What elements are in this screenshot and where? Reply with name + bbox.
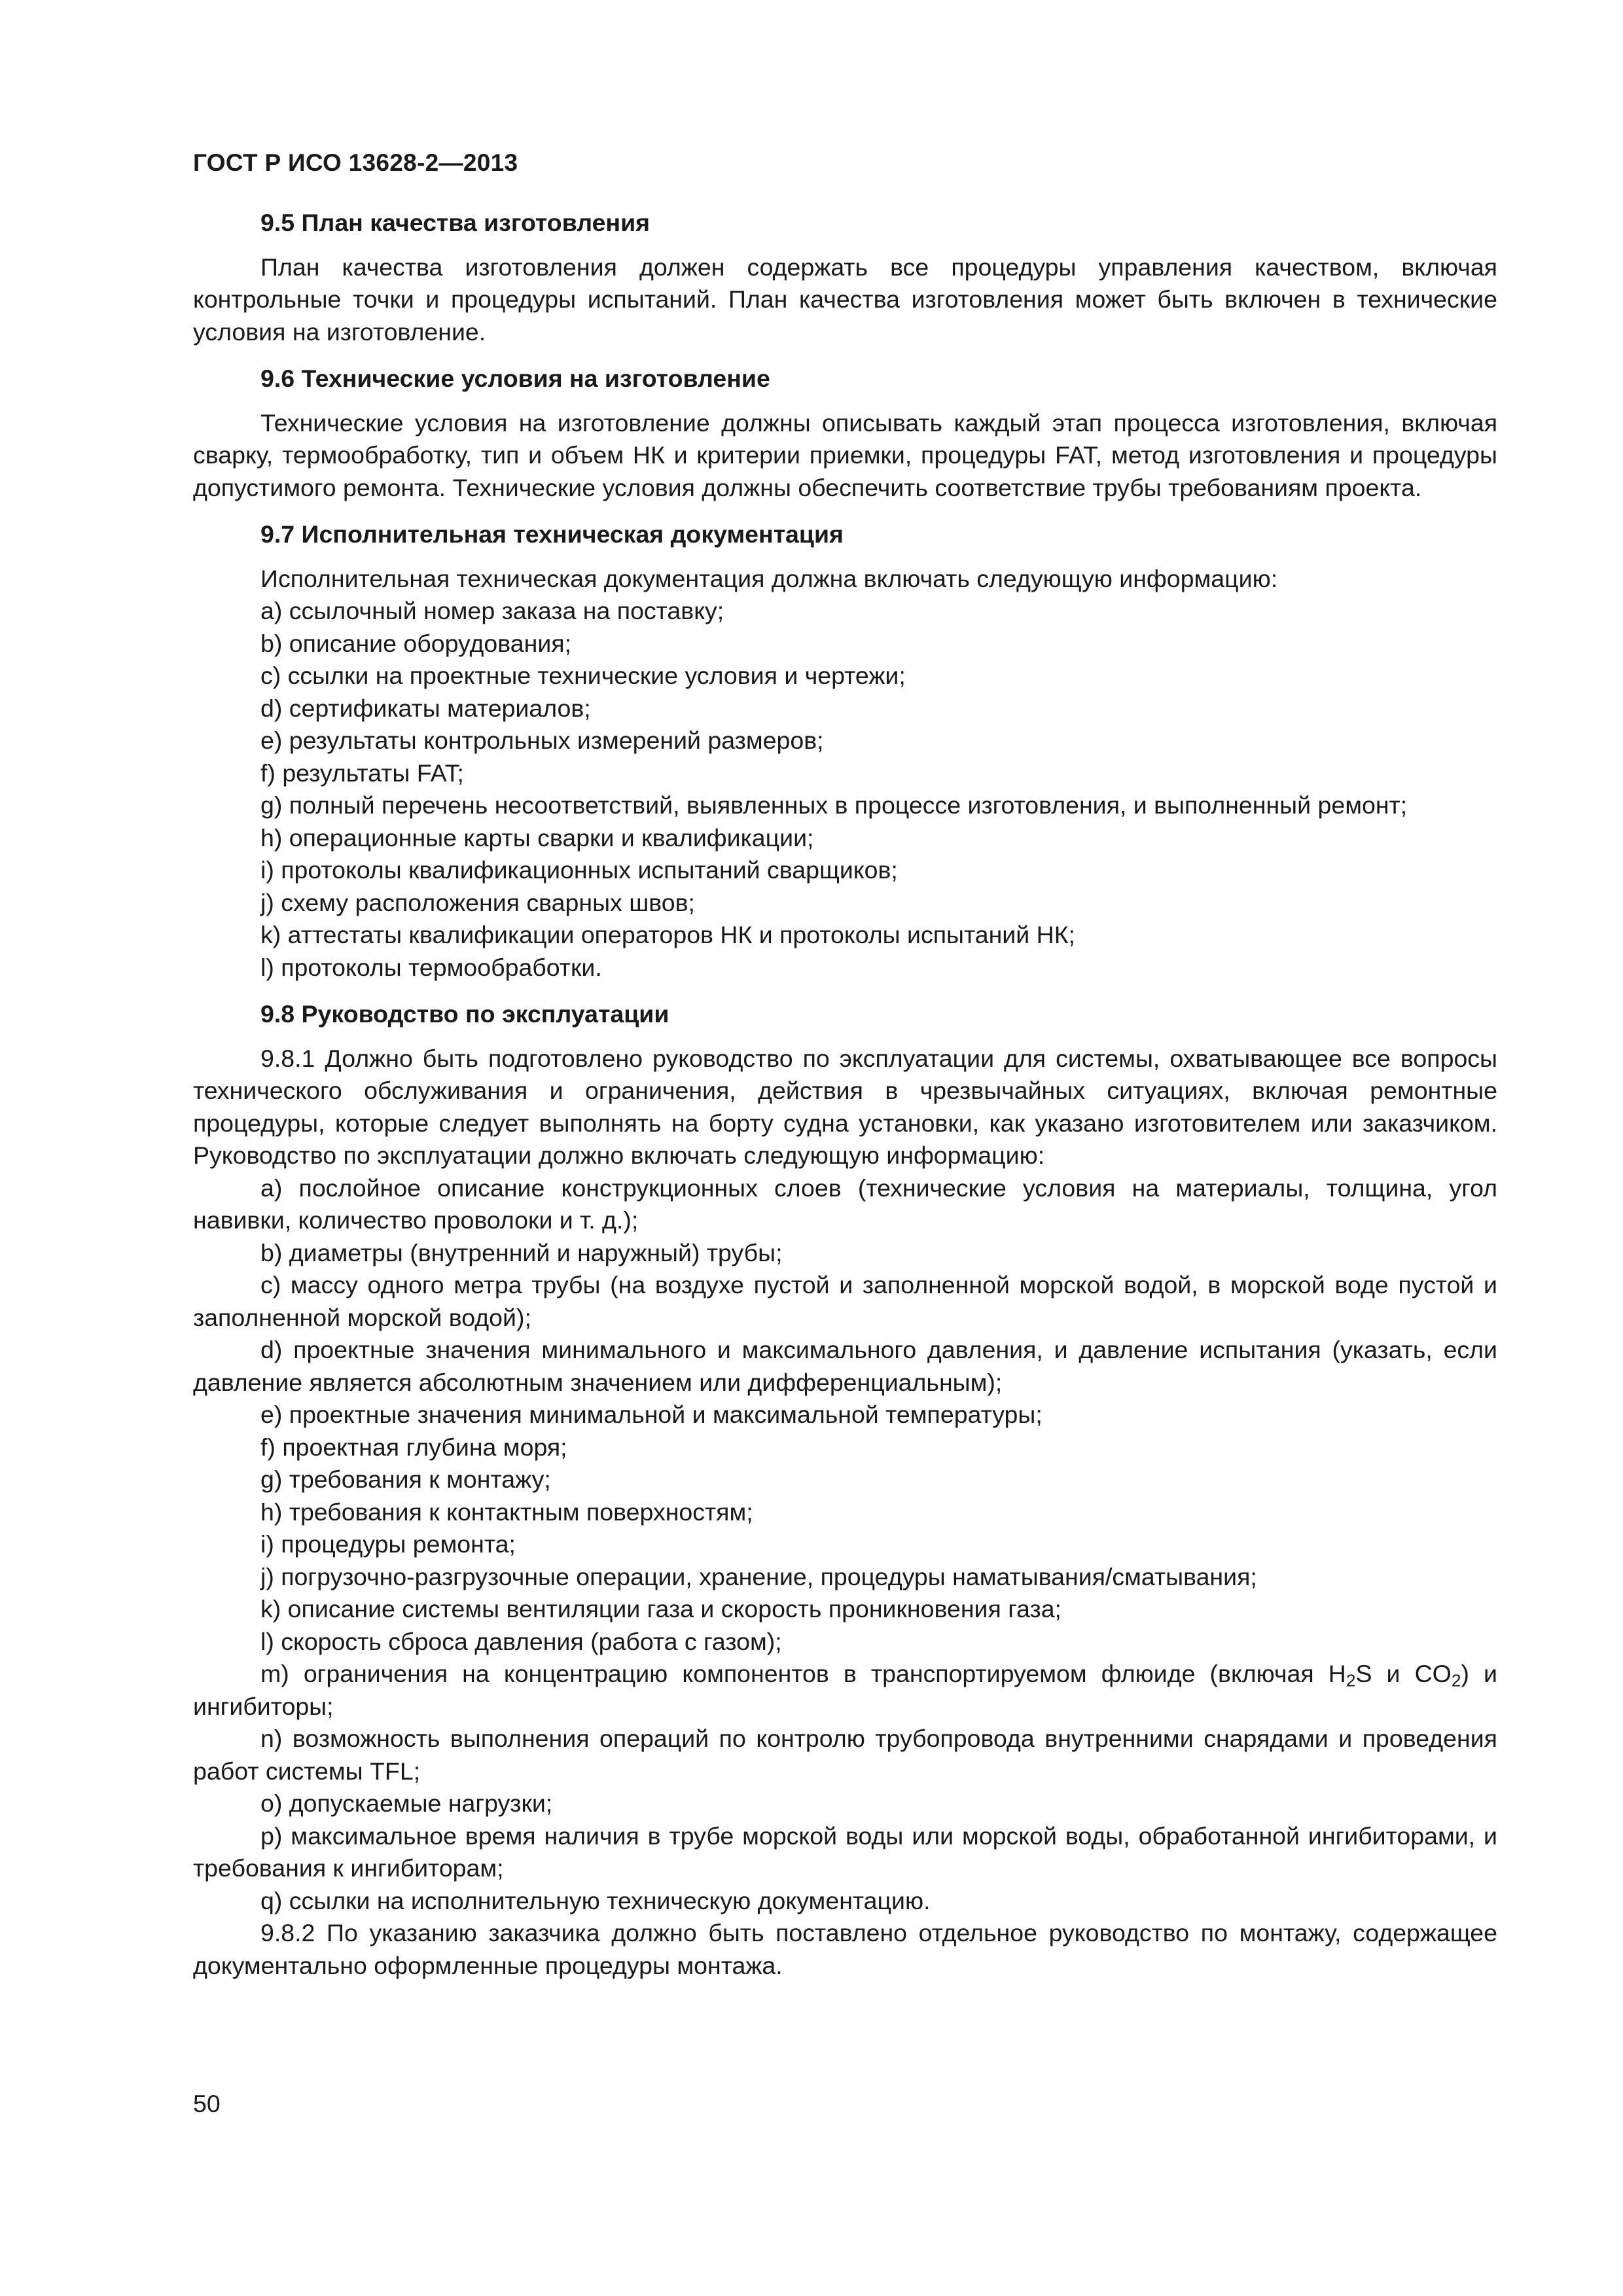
list-item: l) протоколы термообработки.	[260, 953, 602, 981]
list-item: d) сертификаты материалов;	[260, 694, 591, 722]
subscript: 2	[1346, 1670, 1356, 1691]
list-item: h) операционные карты сварки и квалификации;	[260, 823, 814, 852]
list-item: d) проектные значения минимального и максимального давления, и давление испытания (указать, если давление является абсолютным значением или дифференциальным);	[193, 1336, 1497, 1396]
list-item: j) схему расположения сварных швов;	[260, 888, 695, 916]
list-item: i) протоколы квалификационных испытаний сварщиков;	[260, 856, 898, 884]
section-9-8	[193, 998, 1497, 1982]
list-item: g) полный перечень несоответствий, выявленных в процессе изготовления, и выполненный ремонт;	[260, 791, 1408, 819]
section-title: 9.5 План качества изготовления	[260, 209, 651, 236]
list-item: a) послойное описание конструкционных слоев (технические условия на материалы, толщина, угол навивки, количество проволоки и т. д.);	[193, 1174, 1497, 1234]
text-fragment: ) и ингибиторы;	[193, 1660, 1497, 1720]
list-item: f) проектная глубина моря;	[260, 1433, 567, 1461]
page-number: 50	[193, 2090, 221, 2117]
list-item: e) проектные значения минимальной и максимальной температуры;	[260, 1401, 1043, 1428]
list-item: p) максимальное время наличия в трубе морской воды или морской воды, обработанной ингибиторами, и требования к ингибиторам;	[193, 1821, 1497, 1882]
section-9-6	[193, 363, 1497, 504]
paragraph: Технические условия на изготовление должны описывать каждый этап процесса изготовления, включая сварку, термообработку, тип и объем НК и критерии приемки, процедуры FAT, метод изготовления и процедуры допустимого ремонта. Технические условия должны обеспечить соответствие трубы требованиям проекта.	[193, 408, 1497, 501]
paragraph: 9.8.1 Должно быть подготовлено руководство по эксплуатации для системы, охватывающее все вопросы технического обслуживания и ограничения, действия в чрезвычайных ситуациях, включая ремонтные процедуры, которые следует выполнять на борту судна установки, как указано изготовителем или заказчиком. Руководство по эксплуатации должно включать следующую информацию:	[193, 1044, 1497, 1169]
list-item: a) ссылочный номер заказа на поставку;	[260, 597, 724, 624]
list-item: c) ссылки на проектные технические условия и чертежи;	[260, 662, 906, 689]
section-title: 9.8 Руководство по эксплуатации	[260, 1000, 669, 1028]
list-item: e) результаты контрольных измерений размеров;	[260, 726, 824, 754]
list-item: b) диаметры (внутренний и наружный) трубы;	[260, 1238, 783, 1266]
list-item: q) ссылки на исполнительную техническую документацию.	[260, 1886, 931, 1914]
section-9-7	[193, 518, 1497, 984]
subscript: 2	[1451, 1670, 1461, 1691]
list-item: k) аттестаты квалификации операторов НК и протоколы испытаний НК;	[260, 921, 1075, 948]
document-body	[193, 207, 1497, 1996]
text-fragment: S и CO	[1355, 1660, 1452, 1687]
paragraph: План качества изготовления должен содержать все процедуры управления качеством, включая контрольные точки и процедуры испытаний. План качества изготовления может быть включен в технические условия на изготовление.	[193, 253, 1497, 346]
section-title: 9.6 Технические условия на изготовление	[260, 365, 770, 392]
section-title: 9.7 Исполнительная техническая документация	[260, 520, 844, 548]
list-item: f) результаты FAT;	[260, 759, 464, 787]
list-item: j) погрузочно-разгрузочные операции, хранение, процедуры наматывания/сматывания;	[260, 1562, 1257, 1590]
section-9-5	[193, 207, 1497, 348]
text-fragment: m) ограничения на концентрацию компонентов в транспортируемом флюиде (включая H	[260, 1660, 1346, 1687]
list-intro: Исполнительная техническая документация должна включать следующую информацию:	[260, 564, 1278, 592]
list-item: g) требования к монтажу;	[260, 1465, 551, 1493]
list-item: i) процедуры ремонта;	[260, 1530, 516, 1558]
list-item: h) требования к контактным поверхностям;	[260, 1498, 753, 1526]
list-item: l) скорость сброса давления (работа с газом);	[260, 1627, 782, 1655]
list-item: o) допускаемые нагрузки;	[260, 1789, 553, 1817]
list-item: k) описание системы вентиляции газа и скорость проникновения газа;	[260, 1595, 1061, 1623]
list-item: b) описание оборудования;	[260, 629, 572, 657]
list-item-m	[193, 1658, 1497, 1723]
list-item: c) массу одного метра трубы (на воздухе пустой и заполненной морской водой, в морской воде пустой и заполненной морской водой);	[193, 1271, 1497, 1331]
list-item: n) возможность выполнения операций по контролю трубопровода внутренними снарядами и проведения работ системы TFL;	[193, 1725, 1497, 1785]
paragraph: 9.8.2 По указанию заказчика должно быть поставлено отдельное руководство по монтажу, содержащее документально оформленные процедуры монтажа.	[193, 1919, 1497, 1979]
document-header: ГОСТ Р ИСО 13628-2—2013	[193, 149, 518, 176]
